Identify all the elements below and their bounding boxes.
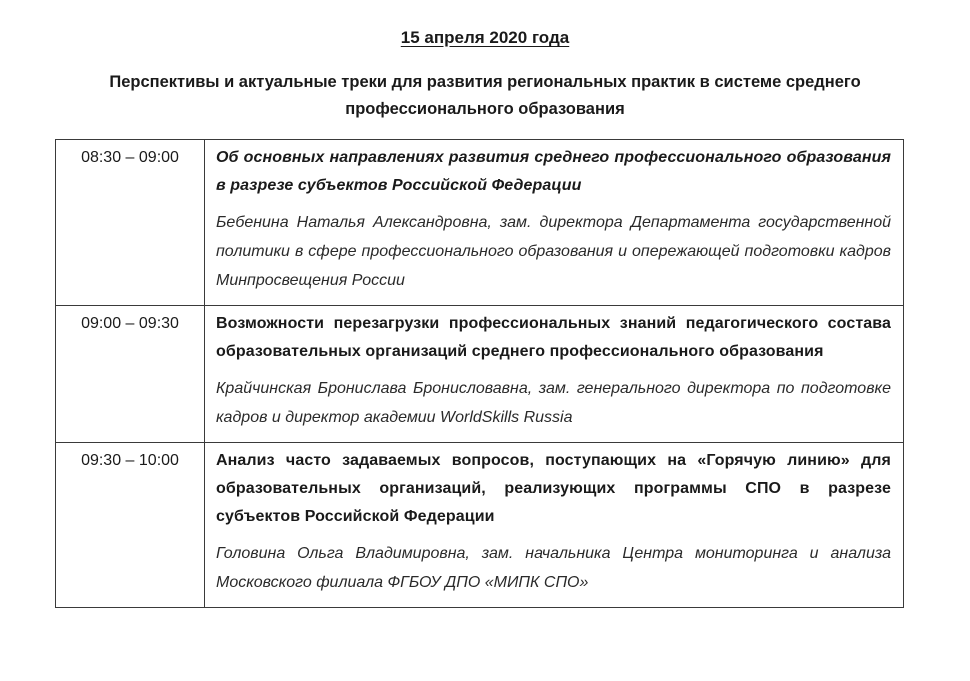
table-row — [56, 306, 904, 443]
session-content — [205, 306, 904, 443]
session-speaker: Бебенина Наталья Александровна, зам. директора Департамента государственной политики в сфере профессионального образования и опережающей подготовки кадров Минпросвещения России — [216, 214, 891, 289]
session-time: 08:30 – 09:00 — [56, 140, 205, 306]
schedule-table — [55, 139, 904, 608]
table-row — [56, 443, 904, 608]
session-speaker: Головина Ольга Владимировна, зам. начальника Центра мониторинга и анализа Московского филиала ФГБОУ ДПО «МИПК СПО» — [216, 545, 891, 591]
document-heading: Перспективы и актуальные треки для развития региональных практик в системе среднего профессионального образования — [109, 73, 861, 118]
session-time: 09:30 – 10:00 — [56, 443, 205, 608]
session-speaker: Крайчинская Бронислава Бронисловавна, зам. генерального директора по подготовке кадров и директор академии WorldSkills Russia — [216, 380, 891, 426]
session-topic: Анализ часто задаваемых вопросов, поступающих на «Горячую линию» для образовательных организаций, реализующих программы СПО в разрезе субъектов Российской Федерации — [216, 452, 891, 525]
document-date: 15 апреля 2020 года — [400, 28, 570, 47]
session-topic: Об основных направлениях развития среднего профессионального образования в разрезе субъектов Российской Федерации — [216, 149, 891, 194]
session-content — [205, 443, 904, 608]
session-topic: Возможности перезагрузки профессиональных знаний педагогического состава образовательных организаций среднего профессионального образования — [216, 315, 891, 360]
table-row — [56, 140, 904, 306]
session-time: 09:00 – 09:30 — [56, 306, 205, 443]
session-content — [205, 140, 904, 306]
